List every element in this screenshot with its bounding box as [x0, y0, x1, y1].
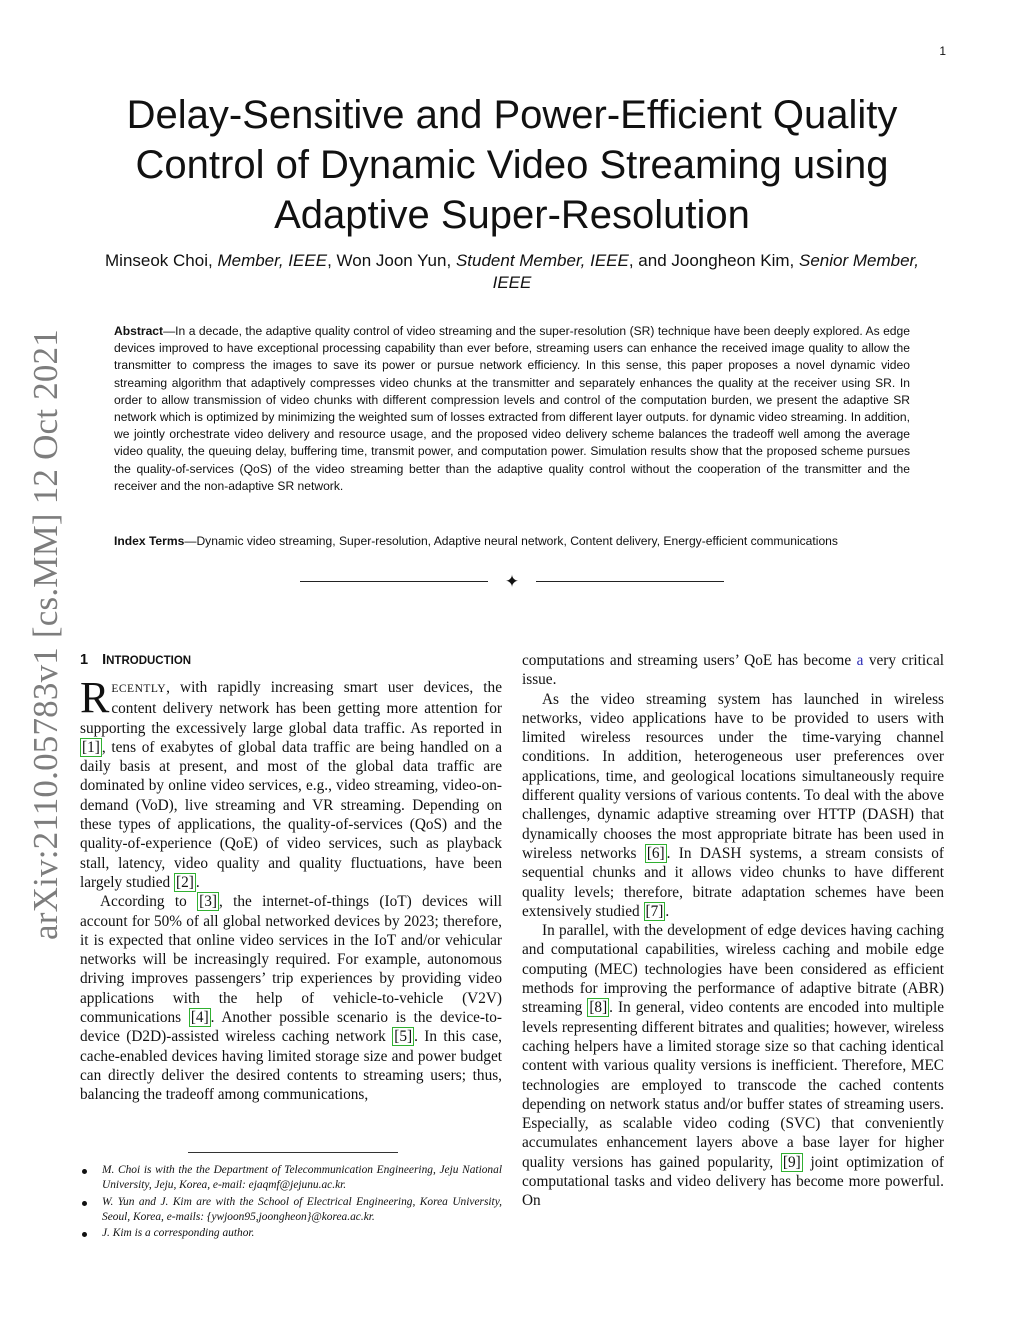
section-title-rest: NTRODUCTION: [106, 655, 192, 667]
author-1-role: Member, IEEE: [217, 251, 328, 270]
text-run: , the internet-of-things (IoT) devices will account for 50% of all global networked devices by 2023; therefore, it is expected that online video services in the IoT and/or vehicular networks will be increasingly required. For example, autonomous driving improves passengers’ trip experiences by providing video applications with the help of vehicle-to-vehicle (V2V) communications: [80, 893, 502, 1027]
intro-paragraph-continued: [522, 651, 944, 690]
section-heading-introduction: [80, 650, 502, 671]
author-2-name: , Won Joon Yun,: [327, 251, 452, 270]
intro-paragraph-4: [522, 921, 944, 1210]
citation-link[interactable]: [2]: [176, 873, 194, 891]
text-run: , with rapidly increasing smart user devices, the content delivery network has been getting more attention for supporting the excessively large global data traffic. As reported in: [80, 679, 502, 737]
right-column: [522, 651, 944, 1211]
citation-link[interactable]: [3]: [199, 893, 217, 911]
text-run: .: [665, 902, 670, 920]
text-run: . In DASH systems, a stream consists of sequential chunks and it allows video chunks to have different quality levels; therefore, bitrate adaptation schemes have been extensively studied: [522, 844, 944, 920]
section-divider: [300, 572, 724, 592]
index-terms: [114, 533, 910, 550]
paper-title: Delay-Sensitive and Power-Efficient Quality Control of Dynamic Video Streaming using Adaptive Super-Resolution: [126, 93, 898, 237]
intro-paragraph-3: [522, 690, 944, 922]
text-run: .: [195, 873, 200, 891]
inline-link[interactable]: a: [856, 652, 864, 669]
footnote-item: M. Choi is with the the Department of Telecommunication Engineering, Jeju National University, Jeju, Korea, e-mail: ejaqmf@jejunu.ac.kr.: [80, 1163, 502, 1194]
author-2-role: Student Member, IEEE: [455, 251, 629, 270]
divider-star-icon: ✦: [504, 572, 520, 591]
text-run: According to: [100, 893, 198, 911]
citation-link[interactable]: [4]: [190, 1009, 209, 1027]
text-run: computations and streaming users’ QoE has become: [522, 652, 857, 669]
footnote-item: J. Kim is a corresponding author.: [80, 1226, 502, 1241]
author-1-name: Minseok Choi,: [105, 251, 213, 270]
text-run: . In this case, cache-enabled devices having limited storage size and power budget can directly deliver the desired contents to streaming users; thus, balancing the tradeoff among communications,: [80, 1028, 502, 1104]
section-number: 1: [80, 652, 89, 668]
left-column: [80, 650, 502, 1105]
dropcap-letter: R: [80, 673, 110, 722]
section-first-letter: I: [102, 652, 107, 668]
index-terms-text: —Dynamic video streaming, Super-resolution, Adaptive neural network, Content delivery, Energy-efficient communications: [184, 534, 838, 548]
divider-line-left: [300, 581, 488, 582]
footnotes: [80, 1163, 502, 1242]
text-run: In parallel, with the development of edge devices having caching and computational capabilities, wireless caching and mobile edge computing (MEC) technologies have been considered as efficient methods for improving the performance of adaptive bitrate (ABR) streaming: [522, 922, 944, 1017]
author-3-name: , and Joongheon Kim,: [628, 251, 795, 270]
abstract-label: Abstract: [114, 324, 164, 338]
citation-link[interactable]: [9]: [782, 1153, 801, 1171]
author-list: [100, 250, 924, 294]
author-3-role: Senior Member, IEEE: [492, 251, 919, 292]
page-number: 1: [939, 44, 946, 58]
divider-line-right: [536, 581, 724, 582]
arxiv-stamp: arXiv:2110.05783v1 [cs.MM] 12 Oct 2021: [26, 329, 65, 940]
citation-link[interactable]: [8]: [589, 999, 608, 1017]
footnote-item: W. Yun and J. Kim are with the School of Electrical Engineering, Korea University, Seoul, Korea, e-mails: {ywjoon95,joongheon}@korea.ac.kr.: [80, 1195, 502, 1226]
citation-link[interactable]: [7]: [645, 902, 664, 920]
text-run: As the video streaming system has launched in wireless networks, video applications have to be provided to users with limited wireless resources under the time-varying channel conditions. In addition, heterogeneous user preferences over applications, time, and geological locations simultaneously require different quality versions of various contents. To deal with the above challenges, dynamic adaptive streaming over HTTP (DASH) that dynamically chooses the most appropriate bitrate has been used in wireless networks: [522, 690, 944, 862]
text-run: joint optimization of computational tasks and video delivery has become more powerful. On: [522, 1153, 944, 1210]
footnote-rule: [188, 1152, 398, 1153]
citation-link[interactable]: [6]: [646, 844, 665, 862]
smallcaps-word: ECENTLY: [111, 683, 167, 695]
abstract: [114, 323, 910, 495]
text-run: . In general, video contents are encoded into multiple levels representing different bitrates and qualities; however, wireless caching helpers have a limited storage size so that caching identical content with various quality versions is inefficient. Therefore, MEC technologies are employed to transcode the cached contents depending on network status and/or buffer states of streaming users. Especially, as scalable video coding (SVC) that conveniently accumulates enhancement layers above a base layer for higher quality versions has gained popularity,: [522, 999, 944, 1171]
citation-link[interactable]: [5]: [394, 1028, 413, 1046]
text-run: . Another possible scenario is the device-to-device (D2D)-assisted wireless caching network: [80, 1009, 503, 1046]
text-run: very critical issue.: [522, 652, 944, 689]
intro-paragraph-2: [80, 892, 502, 1104]
text-run: , tens of exabytes of global data traffic are being handled on a daily basis at present, and most of the global data traffic are dominated by online video services, e.g., video streaming, video-on-demand (VoD), live streaming and VR streaming. Depending on these types of applications, the quality-of-services (QoS) and the quality-of-experience (QoE) of video services, such as playback stall, latency, video quality and quality fluctuations, have been largely studied: [80, 738, 502, 891]
index-terms-label: Index Terms: [114, 534, 185, 548]
intro-paragraph-1: [80, 673, 502, 892]
abstract-text: —In a decade, the adaptive quality control of video streaming and the super-resolution (SR) technique have been deeply explored. As edge devices improved to have exceptional processing capability than ever before, streaming users can enhance the received image quality to allow the transmitter to compress the images to save its power or pursue network efficiency. In this sense, this paper proposes a novel dynamic video streaming algorithm that adaptively compresses video chunks at the transmitter and separately enhances the quality at the receiver using SR. In order to allow transmission of video chunks with different compression levels and control of the computation burden, we present the adaptive SR network which is optimized by minimizing the weighted sum of losses extracted from different layer outputs. for dynamic video streaming. In addition, we jointly orchestrate video delivery and resource usage, and the proposed video delivery scheme balances the tradeoff well among the average video quality, the queuing delay, buffering time, transmit power, and computation power. Simulation results show that the proposed scheme pursues the quality-of-services (QoS) of the video streaming better than the adaptive quality control without the cooperation of the transmitter and the receiver and the non-adaptive SR network.: [114, 324, 910, 493]
citation-link[interactable]: [1]: [82, 738, 100, 756]
